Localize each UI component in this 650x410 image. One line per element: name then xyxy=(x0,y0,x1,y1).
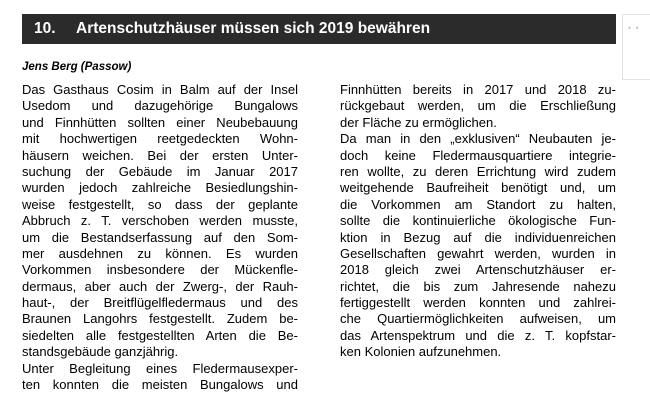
text-line: dermaus, aber auch der Zwerg-, der Rauh- xyxy=(22,278,298,294)
text-line: und Finnhütten sollten einer Neubebauung xyxy=(22,114,298,130)
text-line: weitgehende Baufreiheit benötigt und, um xyxy=(340,180,616,196)
text-line: Das Gasthaus Cosim in Balm auf der Insel xyxy=(22,82,298,97)
text-line: rückgebaut werden, um die Erschließung xyxy=(340,98,616,114)
text-line: Unter Begleitung eines Fledermausexper- xyxy=(22,360,298,376)
text-line: Gesellschaften gewahrt werden, wurden in xyxy=(340,245,616,261)
section-header xyxy=(22,14,616,44)
text-line: Usedom und dazugehörige Bungalows xyxy=(22,98,298,114)
text-line: ktion in Bezug auf die individuenreichen xyxy=(340,229,616,245)
text-line: wurden jedoch zahlreiche Besiedlungshin- xyxy=(22,180,298,196)
section-number: 10. xyxy=(34,20,56,37)
text-line: Da man in den „exklusiven“ Neubauten je- xyxy=(340,131,616,147)
text-line: mer ausdehnen zu können. Es wurden xyxy=(22,245,298,261)
text-line: ken Kolonien aufzunehmen. xyxy=(340,344,502,360)
text-column-left xyxy=(22,82,298,393)
text-line: mit hochwertigen reetgedeckten Wohn- xyxy=(22,131,298,147)
text-line: das Artenspektrum und die z. T. kopfstar- xyxy=(340,327,616,343)
side-panel xyxy=(622,14,650,80)
text-line: ren wollte, zu deren Errichtung wird zudem xyxy=(340,163,616,179)
text-line: standsgebäude ganzjährig. xyxy=(22,344,179,360)
text-line: siedelten alle festgestellten Arten die Be- xyxy=(22,327,298,343)
text-line: Vorkommen insbesondere der Mückenfle- xyxy=(22,262,298,278)
text-line: richtet, die bis zum Jahresende nahezu xyxy=(340,278,616,294)
text-line: haut-, der Breitflügelfledermaus und des xyxy=(22,295,298,311)
text-line: um die Bestandserfassung auf den Som- xyxy=(22,229,298,245)
text-line: che Quartiermöglichkeiten aufweisen, um xyxy=(340,311,616,327)
text-column-right xyxy=(340,82,616,361)
text-line: Abbruch z. T. verschoben werden musste, xyxy=(22,213,298,229)
text-line: der Fläche zu ermöglichen. xyxy=(340,114,497,130)
text-line: 2018 gleich zwei Artenschutzhäuser er- xyxy=(340,262,616,278)
text-line: fertiggestellt werden konnten und zahlrei- xyxy=(340,295,616,311)
text-line: suchung der Gebäude im Januar 2017 xyxy=(22,163,298,179)
section-title: Artenschutzhäuser müssen sich 2019 bewähren xyxy=(76,20,431,37)
text-line: doch keine Fledermausquartiere integrie- xyxy=(340,147,616,163)
dots-icon: • • xyxy=(628,23,640,33)
text-line: ten konnten die meisten Bungalows und xyxy=(22,377,298,393)
text-line: häusern weichen. Bei der ersten Unter- xyxy=(22,147,298,163)
text-line: Braunen Langohrs festgestellt. Zudem be- xyxy=(22,311,298,327)
text-line: die Vorkommen am Standort zu halten, xyxy=(340,196,616,212)
author-name: Jens Berg (Passow) xyxy=(22,61,132,73)
text-line: weise festgestellt, so dass der geplante xyxy=(22,196,298,212)
text-line: sollte die kontinuierliche ökologische Fun- xyxy=(340,213,616,229)
text-line: Finnhütten bereits in 2017 und 2018 zu- xyxy=(340,82,616,97)
